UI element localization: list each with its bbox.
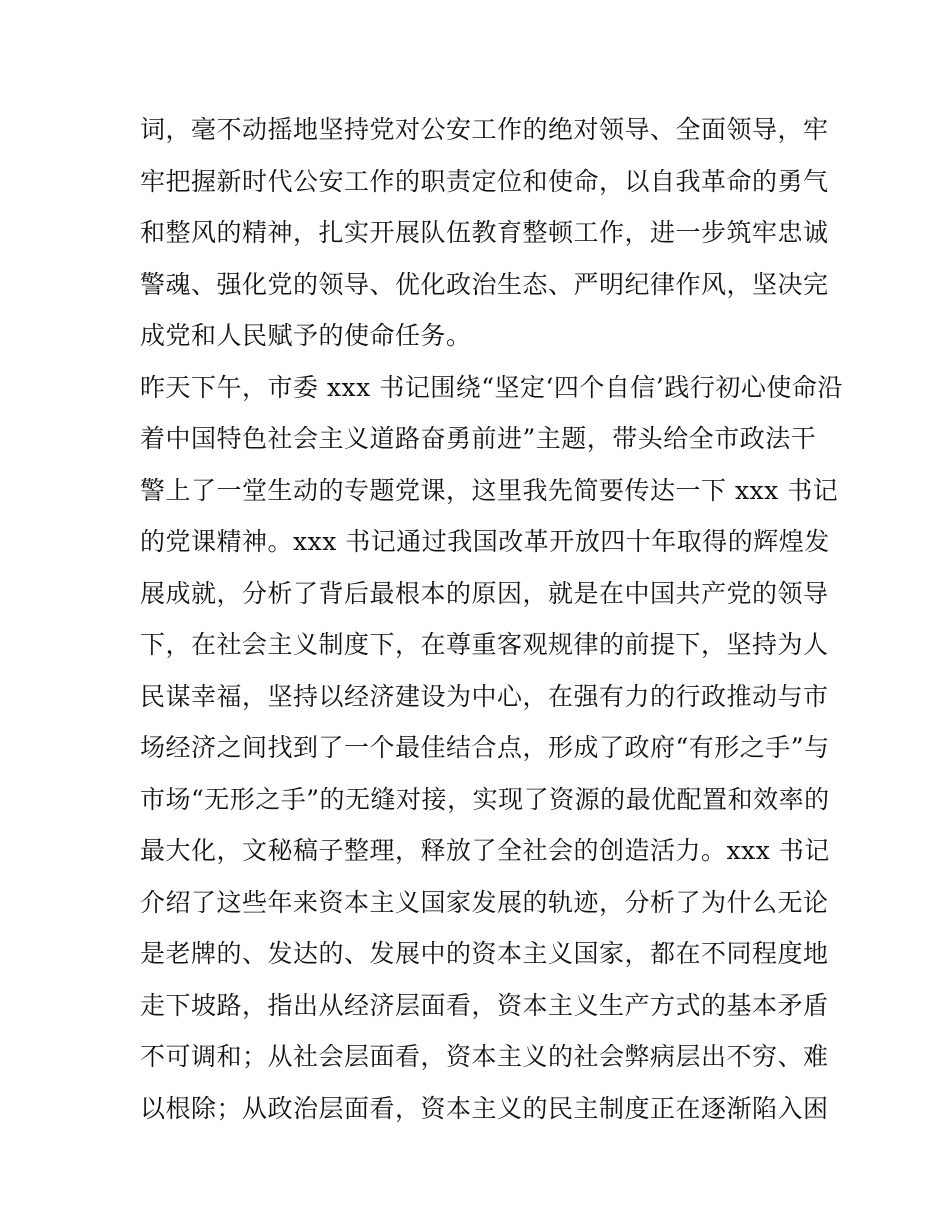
text-line: 民谋幸福，坚持以经济建设为中心，在强有力的行政推动与市 <box>140 681 829 711</box>
text-line: 牢把握新时代公安工作的职责定位和使命，以自我革命的勇气 <box>140 166 829 196</box>
text-line: 下，在社会主义制度下，在尊重客观规律的前提下，坚持为人 <box>140 630 829 659</box>
text-line: 最大化，文秘稿子整理，释放了全社会的创造活力。xxx 书记 <box>140 836 830 865</box>
text-line: 昨天下午，市委 xxx 书记围绕“坚定‘四个自信’践行初心使命沿 <box>140 372 843 402</box>
text-line: 是老牌的、发达的、发展中的资本主义国家，都在不同程度地 <box>140 939 829 968</box>
text-line: 不可调和；从社会层面看，资本主义的社会弊病层出不穷、难 <box>140 1042 829 1071</box>
text-line: 展成就，分析了背后最根本的原因，就是在中国共产党的领导 <box>140 578 829 608</box>
text-line: 以根除；从政治层面看，资本主义的民主制度正在逐渐陷入困 <box>140 1093 829 1123</box>
text-line: 场经济之间找到了一个最佳结合点，形成了政府“有形之手”与 <box>140 733 830 762</box>
text-line: 市场“无形之手”的无缝对接，实现了资源的最优配置和效率的 <box>140 784 830 814</box>
text-line: 着中国特色社会主义道路奋勇前进”主题，带头给全市政法干 <box>140 424 817 453</box>
text-line: 警上了一堂生动的专题党课，这里我先简要传达一下 xxx 书记 <box>140 475 839 505</box>
text-line: 和整风的精神，扎实开展队伍教育整顿工作，进一步筑牢忠诚 <box>140 218 829 247</box>
text-line: 介绍了这些年来资本主义国家发展的轨迹，分析了为什么无论 <box>140 887 829 917</box>
text-line: 成党和人民赋予的使命任务。 <box>140 321 472 350</box>
text-line: 词，毫不动摇地坚持党对公安工作的绝对领导、全面领导，牢 <box>140 115 829 144</box>
body-text <box>140 104 843 1134</box>
text-line: 警魂、强化党的领导、优化政治生态、严明纪律作风，坚决完 <box>140 269 829 299</box>
text-line: 的党课精神。xxx 书记通过我国改革开放四十年取得的辉煌发 <box>140 527 830 556</box>
text-line: 走下坡路，指出从经济层面看，资本主义生产方式的基本矛盾 <box>140 990 829 1020</box>
